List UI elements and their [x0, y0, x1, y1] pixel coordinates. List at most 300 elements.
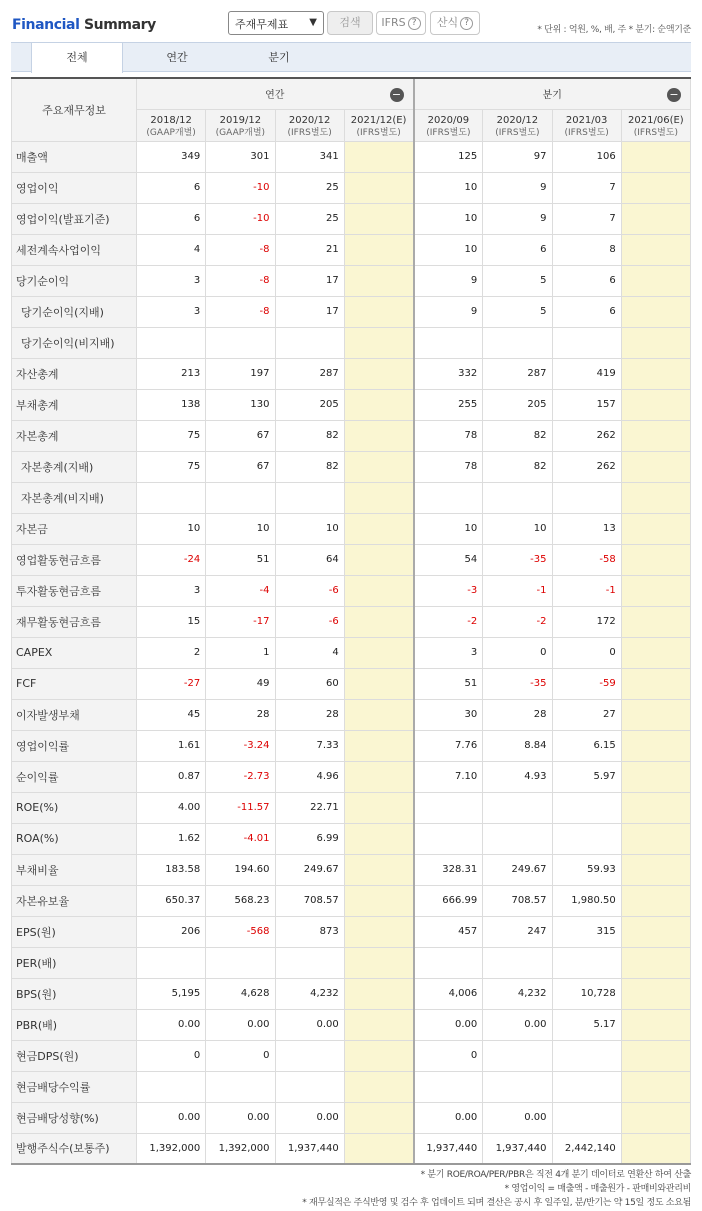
table-cell: 262: [552, 451, 621, 482]
period-basis: (IFRS별도): [633, 127, 678, 138]
table-cell: -2: [483, 606, 552, 637]
table-cell: 2,442,140: [552, 1133, 621, 1164]
ifrs-help-button[interactable]: [376, 11, 426, 35]
table-cell: -11.57: [206, 792, 275, 823]
table-cell: 157: [552, 389, 621, 420]
period-header: [621, 109, 690, 141]
period-label: 2021/06(E): [628, 114, 684, 126]
table-cell: [344, 389, 413, 420]
table-cell: 130: [206, 389, 275, 420]
table-cell: 22.71: [275, 792, 344, 823]
table-cell: 4.96: [275, 761, 344, 792]
table-cell: [344, 420, 413, 451]
table-cell: 206: [137, 916, 206, 947]
row-label: 이자발생부채: [12, 699, 137, 730]
table-cell: -4: [206, 575, 275, 606]
row-label: 투자활동현금흐름: [12, 575, 137, 606]
table-cell: [344, 544, 413, 575]
table-cell: 0.00: [275, 1009, 344, 1040]
table-cell: 28: [275, 699, 344, 730]
row-label: 부채비율: [12, 854, 137, 885]
table-cell: [621, 699, 690, 730]
table-cell: 205: [483, 389, 552, 420]
row-label: 현금배당수익률: [12, 1071, 137, 1102]
table-row: [12, 947, 691, 978]
row-label: 당기순이익(비지배): [12, 327, 137, 358]
table-cell: [206, 482, 275, 513]
table-cell: [621, 761, 690, 792]
table-cell: 25: [275, 203, 344, 234]
table-cell: -35: [483, 668, 552, 699]
table-cell: 10: [137, 513, 206, 544]
period-header: [552, 109, 621, 141]
table-cell: 0.00: [275, 1102, 344, 1133]
table-cell: [621, 141, 690, 172]
financial-summary-table: [11, 77, 691, 1165]
period-label: 2021/12(E): [350, 114, 407, 126]
table-cell: 4: [137, 234, 206, 265]
table-cell: 64: [275, 544, 344, 575]
period-basis: (IFRS별도): [564, 127, 609, 138]
table-cell: -1: [483, 575, 552, 606]
table-cell: 17: [275, 265, 344, 296]
period-label: 2018/12: [150, 114, 192, 126]
table-cell: 650.37: [137, 885, 206, 916]
table-cell: 1,392,000: [206, 1133, 275, 1164]
period-header: [206, 109, 275, 141]
period-basis: (IFRS별도): [495, 127, 540, 138]
collapse-annual-icon[interactable]: −: [390, 88, 404, 102]
row-label: 자본총계: [12, 420, 137, 451]
table-cell: 183.58: [137, 854, 206, 885]
unit-note: * 단위 : 억원, %, 배, 주 * 분기: 순액기준: [537, 25, 691, 35]
table-cell: 15: [137, 606, 206, 637]
table-cell: 249.67: [275, 854, 344, 885]
table-cell: [344, 327, 413, 358]
table-cell: 7: [552, 203, 621, 234]
table-cell: -59: [552, 668, 621, 699]
period-basis: (IFRS별도): [356, 127, 401, 138]
period-label: 2021/03: [565, 114, 608, 126]
annual-group-header: [137, 78, 414, 109]
table-cell: 27: [552, 699, 621, 730]
table-cell: [344, 978, 413, 1009]
brand-part-financial: Financial: [12, 17, 80, 33]
footnote-line: * 영업이익 = 매출액 - 매출원가 - 판매비와관리비: [504, 1184, 691, 1194]
table-cell: [344, 916, 413, 947]
table-cell: [344, 172, 413, 203]
table-cell: 51: [414, 668, 483, 699]
table-cell: 6: [483, 234, 552, 265]
table-row: [12, 1040, 691, 1071]
table-row: [12, 296, 691, 327]
table-cell: [344, 947, 413, 978]
table-cell: 106: [552, 141, 621, 172]
table-cell: 10: [483, 513, 552, 544]
table-cell: 328.31: [414, 854, 483, 885]
table-cell: [621, 947, 690, 978]
table-cell: [621, 451, 690, 482]
table-cell: [552, 327, 621, 358]
row-label: 영업이익(발표기준): [12, 203, 137, 234]
table-cell: 82: [483, 420, 552, 451]
table-cell: [137, 947, 206, 978]
table-cell: [621, 575, 690, 606]
table-cell: [344, 823, 413, 854]
table-cell: [137, 482, 206, 513]
table-cell: 708.57: [483, 885, 552, 916]
formula-label: 산식: [436, 16, 459, 29]
table-cell: [206, 1071, 275, 1102]
table-row: [12, 885, 691, 916]
table-cell: [344, 761, 413, 792]
table-cell: [552, 1102, 621, 1133]
table-cell: 82: [483, 451, 552, 482]
table-cell: -10: [206, 172, 275, 203]
row-label: 자본총계(비지배): [12, 482, 137, 513]
table-cell: [483, 1071, 552, 1102]
table-cell: [621, 823, 690, 854]
table-row: [12, 544, 691, 575]
table-cell: 54: [414, 544, 483, 575]
table-cell: 0.00: [137, 1102, 206, 1133]
period-label: 2019/12: [219, 114, 262, 126]
table-cell: 6.15: [552, 730, 621, 761]
table-cell: [344, 1009, 413, 1040]
table-cell: 4: [275, 637, 344, 668]
period-basis: (IFRS별도): [287, 127, 332, 138]
table-cell: [621, 296, 690, 327]
table-cell: 9: [414, 265, 483, 296]
row-label: EPS(원): [12, 916, 137, 947]
table-cell: 10: [275, 513, 344, 544]
table-cell: 67: [206, 420, 275, 451]
table-row: [12, 172, 691, 203]
table-cell: 1.62: [137, 823, 206, 854]
period-header: [137, 109, 206, 141]
row-label: 순이익률: [12, 761, 137, 792]
row-label: 영업활동현금흐름: [12, 544, 137, 575]
table-cell: [414, 482, 483, 513]
table-cell: [621, 978, 690, 1009]
table-cell: 1,392,000: [137, 1133, 206, 1164]
table-cell: [483, 792, 552, 823]
table-cell: 8.84: [483, 730, 552, 761]
table-cell: [621, 358, 690, 389]
table-cell: 67: [206, 451, 275, 482]
table-cell: 10: [414, 172, 483, 203]
table-cell: [621, 668, 690, 699]
table-row: [12, 234, 691, 265]
table-cell: [344, 265, 413, 296]
table-cell: 666.99: [414, 885, 483, 916]
table-cell: [621, 916, 690, 947]
table-cell: -6: [275, 575, 344, 606]
table-cell: 6: [137, 203, 206, 234]
table-row: [12, 327, 691, 358]
table-cell: [344, 141, 413, 172]
table-cell: [621, 730, 690, 761]
table-cell: -6: [275, 606, 344, 637]
table-cell: 0.00: [414, 1102, 483, 1133]
row-label: PBR(배): [12, 1009, 137, 1040]
table-cell: 1.61: [137, 730, 206, 761]
annual-group-label: 연간: [265, 90, 285, 102]
table-cell: [344, 513, 413, 544]
table-cell: -24: [137, 544, 206, 575]
row-label: 자본유보율: [12, 885, 137, 916]
label-column-header: 주요재무정보: [12, 78, 137, 141]
row-label: 영업이익: [12, 172, 137, 203]
table-cell: 49: [206, 668, 275, 699]
table-cell: 25: [275, 172, 344, 203]
row-label: CAPEX: [12, 637, 137, 668]
table-cell: 5.97: [552, 761, 621, 792]
table-cell: [621, 792, 690, 823]
table-cell: 1: [206, 637, 275, 668]
table-cell: -35: [483, 544, 552, 575]
table-cell: 0: [137, 1040, 206, 1071]
table-cell: [483, 1040, 552, 1071]
period-basis: (GAAP개별): [146, 127, 196, 138]
table-cell: 5: [483, 296, 552, 327]
period-label: 2020/12: [288, 114, 331, 126]
table-cell: 21: [275, 234, 344, 265]
chevron-down-icon: ▼: [309, 17, 317, 28]
table-cell: [552, 947, 621, 978]
search-button[interactable]: 검색: [327, 11, 373, 35]
table-cell: 1,937,440: [483, 1133, 552, 1164]
quarter-group-label: 분기: [542, 90, 562, 102]
tab-quarter[interactable]: 분기: [268, 51, 290, 64]
table-cell: [344, 792, 413, 823]
table-cell: 708.57: [275, 885, 344, 916]
table-cell: 10,728: [552, 978, 621, 1009]
table-cell: 301: [206, 141, 275, 172]
table-cell: [621, 420, 690, 451]
table-cell: [483, 482, 552, 513]
table-cell: 0: [552, 637, 621, 668]
table-cell: [275, 1040, 344, 1071]
table-cell: 249.67: [483, 854, 552, 885]
table-cell: [275, 327, 344, 358]
table-cell: 75: [137, 451, 206, 482]
table-cell: 10: [414, 234, 483, 265]
table-cell: [344, 606, 413, 637]
table-row: [12, 668, 691, 699]
footnote-line: * 재무실적은 주식반영 및 검수 후 업데이트 되며 결산은 공시 후 일주일, 분/반기는 약 15일 정도 소요됨: [302, 1198, 691, 1208]
tab-annual[interactable]: 연간: [166, 51, 188, 64]
question-icon: ?: [408, 17, 421, 30]
row-label: 당기순이익: [12, 265, 137, 296]
row-label: 재무활동현금흐름: [12, 606, 137, 637]
table-cell: 9: [414, 296, 483, 327]
table-cell: 9: [483, 172, 552, 203]
table-cell: 4.00: [137, 792, 206, 823]
table-cell: 82: [275, 420, 344, 451]
table-cell: [344, 1133, 413, 1164]
tab-all[interactable]: 전체: [31, 43, 123, 73]
row-label: 부채총계: [12, 389, 137, 420]
period-label: 2020/09: [427, 114, 470, 126]
table-cell: 205: [275, 389, 344, 420]
table-cell: [275, 482, 344, 513]
row-label: 영업이익률: [12, 730, 137, 761]
table-cell: 17: [275, 296, 344, 327]
table-cell: [621, 482, 690, 513]
table-cell: 287: [483, 358, 552, 389]
table-cell: 30: [414, 699, 483, 730]
table-row: [12, 420, 691, 451]
table-cell: 82: [275, 451, 344, 482]
table-cell: [552, 792, 621, 823]
row-label: PER(배): [12, 947, 137, 978]
table-cell: 0.00: [206, 1009, 275, 1040]
table-cell: 0: [206, 1040, 275, 1071]
period-basis: (IFRS별도): [426, 127, 471, 138]
table-cell: 172: [552, 606, 621, 637]
table-cell: 10: [414, 203, 483, 234]
table-cell: 3: [414, 637, 483, 668]
table-cell: 7.76: [414, 730, 483, 761]
table-cell: 6: [552, 296, 621, 327]
table-row: [12, 141, 691, 172]
table-row: [12, 916, 691, 947]
row-label: 자본금: [12, 513, 137, 544]
table-cell: [344, 1102, 413, 1133]
table-cell: 4,006: [414, 978, 483, 1009]
table-cell: [621, 544, 690, 575]
collapse-quarter-icon[interactable]: −: [667, 88, 681, 102]
table-cell: [344, 234, 413, 265]
table-cell: 341: [275, 141, 344, 172]
table-cell: 5: [483, 265, 552, 296]
statement-type-select[interactable]: [228, 11, 324, 35]
table-row: [12, 1009, 691, 1040]
table-cell: [483, 947, 552, 978]
table-cell: [344, 451, 413, 482]
table-cell: 0.00: [483, 1102, 552, 1133]
footnote-line: * 분기 ROE/ROA/PER/PBR은 직전 4개 분기 데이터로 연환산 하여 산출: [420, 1170, 691, 1180]
table-cell: [414, 792, 483, 823]
table-cell: [621, 1040, 690, 1071]
table-cell: 568.23: [206, 885, 275, 916]
period-header: [414, 109, 483, 141]
period-label: 2020/12: [496, 114, 539, 126]
table-cell: [344, 296, 413, 327]
table-cell: 97: [483, 141, 552, 172]
table-cell: [344, 885, 413, 916]
table-cell: 873: [275, 916, 344, 947]
brand-part-summary: Summary: [83, 17, 156, 33]
table-cell: 0: [414, 1040, 483, 1071]
table-cell: [621, 854, 690, 885]
row-label: 자본총계(지배): [12, 451, 137, 482]
table-cell: 4,232: [275, 978, 344, 1009]
table-cell: [344, 575, 413, 606]
table-cell: -10: [206, 203, 275, 234]
table-cell: 78: [414, 420, 483, 451]
table-cell: 13: [552, 513, 621, 544]
table-cell: 78: [414, 451, 483, 482]
table-cell: 457: [414, 916, 483, 947]
period-header: [483, 109, 552, 141]
table-cell: 10: [206, 513, 275, 544]
table-row: [12, 451, 691, 482]
row-label: FCF: [12, 668, 137, 699]
table-cell: [621, 172, 690, 203]
table-cell: [621, 637, 690, 668]
table-cell: [552, 1071, 621, 1102]
table-cell: 125: [414, 141, 483, 172]
table-cell: [344, 358, 413, 389]
row-label: 발행주식수(보통주): [12, 1133, 137, 1164]
table-cell: [414, 1071, 483, 1102]
table-cell: 0: [483, 637, 552, 668]
question-icon: ?: [460, 17, 473, 30]
row-label: 세전계속사업이익: [12, 234, 137, 265]
table-row: [12, 482, 691, 513]
table-cell: [621, 265, 690, 296]
table-cell: [344, 482, 413, 513]
table-cell: [137, 1071, 206, 1102]
footnotes: [302, 1168, 691, 1210]
table-cell: 262: [552, 420, 621, 451]
table-cell: [621, 885, 690, 916]
table-cell: 0.87: [137, 761, 206, 792]
table-cell: 1,937,440: [275, 1133, 344, 1164]
table-row: [12, 358, 691, 389]
table-cell: [344, 699, 413, 730]
table-cell: [414, 327, 483, 358]
table-cell: 5.17: [552, 1009, 621, 1040]
table-cell: [206, 947, 275, 978]
table-cell: 194.60: [206, 854, 275, 885]
table-row: [12, 730, 691, 761]
table-row: [12, 575, 691, 606]
table-cell: 287: [275, 358, 344, 389]
table-cell: [621, 606, 690, 637]
table-cell: -8: [206, 234, 275, 265]
table-cell: [137, 327, 206, 358]
table-cell: [621, 1071, 690, 1102]
row-label: BPS(원): [12, 978, 137, 1009]
table-cell: 4,628: [206, 978, 275, 1009]
table-row: [12, 1071, 691, 1102]
table-cell: [621, 327, 690, 358]
table-row: [12, 699, 691, 730]
table-cell: 5,195: [137, 978, 206, 1009]
row-label: 현금DPS(원): [12, 1040, 137, 1071]
table-cell: 138: [137, 389, 206, 420]
table-cell: [414, 823, 483, 854]
table-cell: -4.01: [206, 823, 275, 854]
table-cell: 45: [137, 699, 206, 730]
table-cell: [344, 730, 413, 761]
table-cell: 4.93: [483, 761, 552, 792]
formula-help-button[interactable]: [430, 11, 480, 35]
table-cell: 7.33: [275, 730, 344, 761]
table-cell: [621, 203, 690, 234]
table-cell: 4,232: [483, 978, 552, 1009]
table-cell: [621, 1133, 690, 1164]
table-cell: 6: [552, 265, 621, 296]
statement-type-value: 주재무제표: [235, 18, 289, 31]
table-row: [12, 513, 691, 544]
table-cell: 1,980.50: [552, 885, 621, 916]
table-cell: 0.00: [483, 1009, 552, 1040]
period-header: [275, 109, 344, 141]
